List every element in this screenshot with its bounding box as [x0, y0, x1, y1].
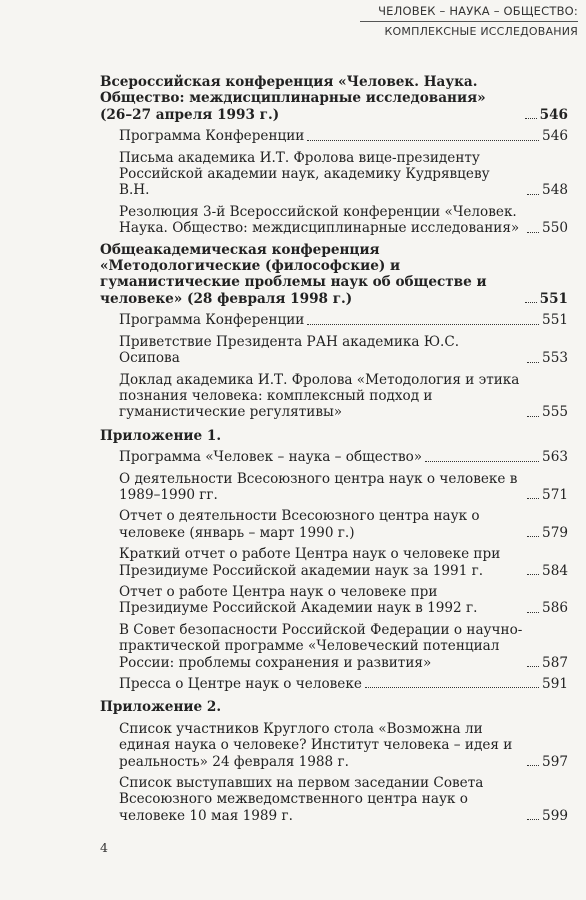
leader-dots [307, 139, 539, 141]
toc-entry [119, 721, 568, 770]
page-number: 4 [100, 840, 108, 855]
toc-page-number: 551 [542, 312, 568, 329]
toc-page-number: 587 [542, 654, 568, 671]
leader-dots [525, 301, 537, 303]
toc-entry [119, 622, 568, 671]
toc-entry [119, 128, 568, 144]
toc-entry-title: Программа Конференции [119, 128, 305, 145]
toc-entry-title: В Совет безопасности Российской Федерации о научно-практической программе «Человеческий потенциал России: проблемы сохранения и развития» [119, 621, 523, 671]
leader-dots [527, 231, 539, 233]
toc-entry [119, 508, 568, 541]
toc-entry [119, 676, 568, 692]
toc-page-number: 597 [542, 753, 568, 770]
running-header-subtitle: КОМПЛЕКСНЫЕ ИССЛЕДОВАНИЯ [384, 25, 578, 38]
toc-page-number: 553 [542, 350, 568, 367]
leader-dots [527, 665, 539, 667]
toc-entry [119, 584, 568, 617]
toc-appendix-heading: Приложение 2. [100, 699, 222, 716]
toc-entry-title: Резолюция 3-й Всероссийской конференции «Человек. Наука. Общество: междисциплинарные исследования» [119, 203, 520, 237]
toc-entry-title: Отчет о деятельности Всесоюзного центра наук о человеке (январь – март 1990 г.) [119, 508, 480, 541]
toc-entry-title: Пресса о Центре наук о человеке [119, 676, 362, 692]
running-header [360, 4, 578, 38]
toc-page-number: 551 [539, 290, 568, 307]
toc-page-number: 591 [542, 676, 568, 692]
toc-page-number: 579 [542, 524, 568, 541]
toc-entry-title: Приветствие Президента РАН академика Ю.С. Осипова [119, 333, 460, 367]
toc-entry [119, 546, 568, 579]
toc-entry [119, 204, 568, 237]
toc-entry-title: Краткий отчет о работе Центра наук о человеке при Президиуме Российской академии наук за 1991 г. [119, 546, 501, 579]
toc-entry-title: Программа «Человек – наука – общество» [119, 449, 423, 466]
toc-page-number: 563 [542, 449, 568, 466]
toc-section-entry [100, 74, 568, 123]
leader-dots [527, 415, 539, 417]
leader-dots [425, 460, 539, 462]
toc-entry [119, 150, 568, 199]
toc-entry [119, 334, 568, 367]
leader-dots [525, 117, 537, 119]
toc-entry [119, 372, 568, 421]
leader-dots [307, 323, 539, 325]
leader-dots [527, 764, 539, 766]
leader-dots [527, 573, 539, 575]
toc-page-number: 550 [542, 220, 568, 237]
toc-appendix-heading: Приложение 1. [100, 427, 222, 444]
leader-dots [527, 361, 539, 363]
toc-page-number: 599 [542, 807, 568, 824]
leader-dots [527, 497, 539, 499]
toc-entry-title: Программа Конференции [119, 312, 305, 329]
toc-entry-title: Список участников Круглого стола «Возможна ли единая наука о человеке? Институт человека – идея и реальность» 24 февраля 1988 г. [119, 720, 513, 770]
table-of-contents [100, 74, 568, 824]
toc-entry-title: Письма академика И.Т. Фролова вице-президенту Российской академии наук, академику Кудрявцеву В.Н. [119, 149, 490, 199]
toc-page-number: 586 [542, 600, 568, 617]
toc-entry-title: Доклад академика И.Т. Фролова «Методология и этика познания человека: комплексный подход и гуманистические регулятивы» [119, 371, 520, 421]
toc-page-number: 555 [542, 404, 568, 421]
toc-entry-title: Отчет о работе Центра наук о человеке при Президиуме Российской Академии наук в 1992 г. [119, 583, 478, 617]
toc-section-title: Общеакадемическая конференция «Методологические (философские) и гуманистические проблемы наук об обществе и человеке» (28 февраля 1998 г.) [100, 241, 487, 307]
toc-page-number: 548 [542, 182, 568, 199]
toc-entry [119, 312, 568, 328]
leader-dots [527, 193, 539, 195]
leader-dots [527, 535, 539, 537]
running-header-title: ЧЕЛОВЕК – НАУКА – ОБЩЕСТВО: [360, 4, 578, 22]
toc-section-entry [100, 242, 568, 308]
toc-page-number: 584 [542, 562, 568, 579]
leader-dots [527, 818, 539, 820]
toc-section-title: Всероссийская конференция «Человек. Наука. Общество: междисциплинарные исследования» (26–27 апреля 1993 г.) [100, 74, 486, 123]
toc-entry [119, 471, 568, 504]
toc-page-number: 546 [542, 128, 568, 145]
leader-dots [365, 686, 539, 688]
toc-entry [119, 449, 568, 465]
toc-page-number: 571 [542, 486, 568, 503]
toc-entry-title: О деятельности Всесоюзного центра наук о человеке в 1989–1990 гг. [119, 470, 518, 503]
leader-dots [527, 611, 539, 613]
toc-page-number: 546 [539, 106, 568, 123]
toc-entry-title: Список выступавших на первом заседании Совета Всесоюзного межведомственного центра наук о человеке 10 мая 1989 г. [119, 775, 484, 824]
toc-entry [119, 775, 568, 824]
